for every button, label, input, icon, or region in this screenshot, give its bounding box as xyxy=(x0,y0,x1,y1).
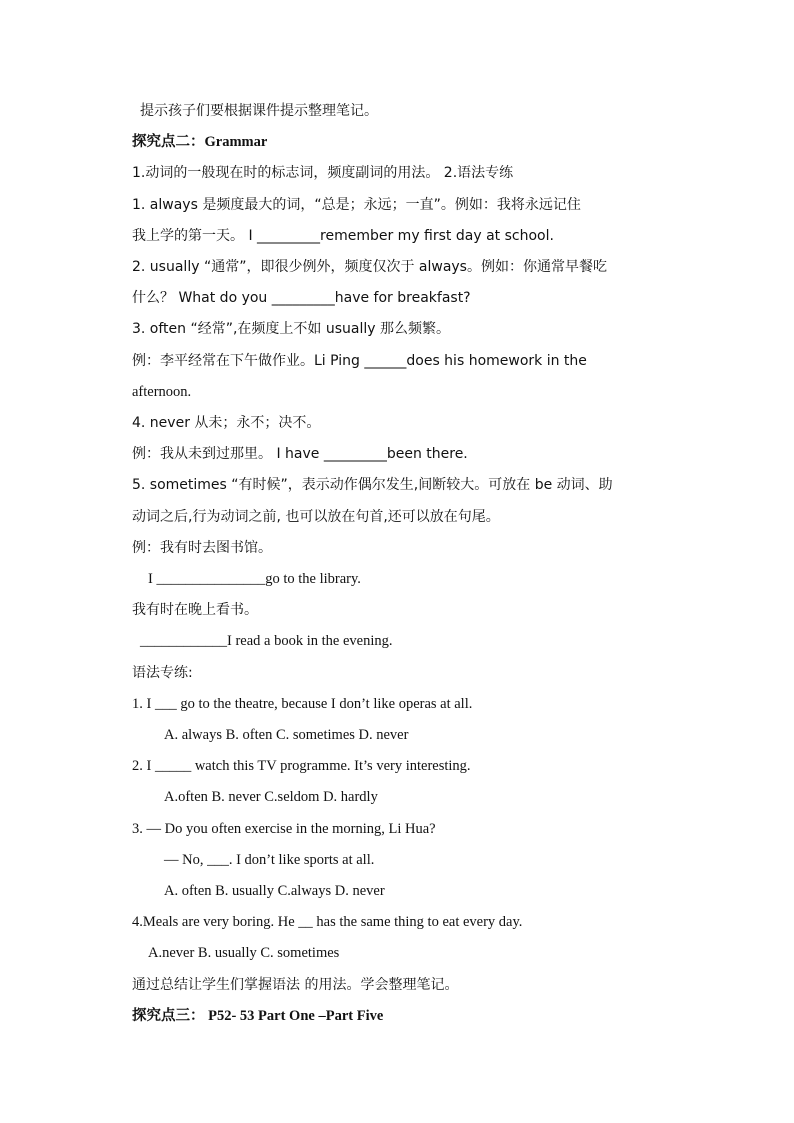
subheading: 语法专练: xyxy=(132,665,193,681)
text-line: 1.动词的一般现在时的标志词，频度副词的用法。 2.语法专练 xyxy=(132,165,514,181)
text-line: 4. never 从未；永不；决不。 xyxy=(132,415,321,431)
note-line: 提示孩子们要根据课件提示整理笔记。 xyxy=(140,103,378,119)
text-line: 什么？ What do you _________have for breakfast? xyxy=(132,290,471,306)
text-line: afternoon. xyxy=(132,384,192,400)
text-line: 例：李平经常在下午做作业。Li Ping ______does his homework in the xyxy=(132,353,587,369)
text-line: 例：我有时去图书馆。 xyxy=(132,540,272,556)
example-line: ____________I read a book in the evening. xyxy=(140,633,393,649)
section-heading: 探究点二：Grammar xyxy=(132,134,268,150)
text-line: 我有时在晚上看书。 xyxy=(132,602,258,618)
answer-options: A.never B. usually C. sometimes xyxy=(148,945,340,961)
answer-options: A. always B. often C. sometimes D. never xyxy=(164,727,409,743)
answer-options: A.often B. never C.seldom D. hardly xyxy=(164,789,378,805)
question: 2. I _____ watch this TV programme. It’s very interesting. xyxy=(132,758,471,774)
question: 1. I ___ go to the theatre, because I don’t like operas at all. xyxy=(132,696,473,712)
question: 3. — Do you often exercise in the morning, Li Hua? xyxy=(132,821,436,837)
text-line: 我上学的第一天。 I _________remember my first day at school. xyxy=(132,228,554,244)
example-line: I _______________go to the library. xyxy=(148,571,361,587)
answer-options: A. often B. usually C.always D. never xyxy=(164,883,385,899)
text-line: 例：我从未到过那里。 I have _________been there. xyxy=(132,446,468,462)
section-heading: 探究点三： P52- 53 Part One –Part Five xyxy=(132,1008,384,1024)
text-line: 3. often “经常”,在频度上不如 usually 那么频繁。 xyxy=(132,321,451,337)
question-reply: — No, ___. I don’t like sports at all. xyxy=(164,852,375,868)
text-line: 2. usually “通常”，即很少例外，频度仅次于 always。例如：你通常早餐吃 xyxy=(132,259,607,275)
question: 4.Meals are very boring. He __ has the same thing to eat every day. xyxy=(132,914,523,930)
text-line: 1. always 是频度最大的词，“总是；永远；一直”。例如：我将永远记住 xyxy=(132,197,581,213)
text-line: 动词之后,行为动词之前, 也可以放在句首,还可以放在句尾。 xyxy=(132,509,500,525)
text-line: 5. sometimes “有时候”，表示动作偶尔发生,间断较大。可放在 be 动词、助 xyxy=(132,477,613,493)
summary-line: 通过总结让学生们掌握语法 的用法。学会整理笔记。 xyxy=(132,977,459,993)
